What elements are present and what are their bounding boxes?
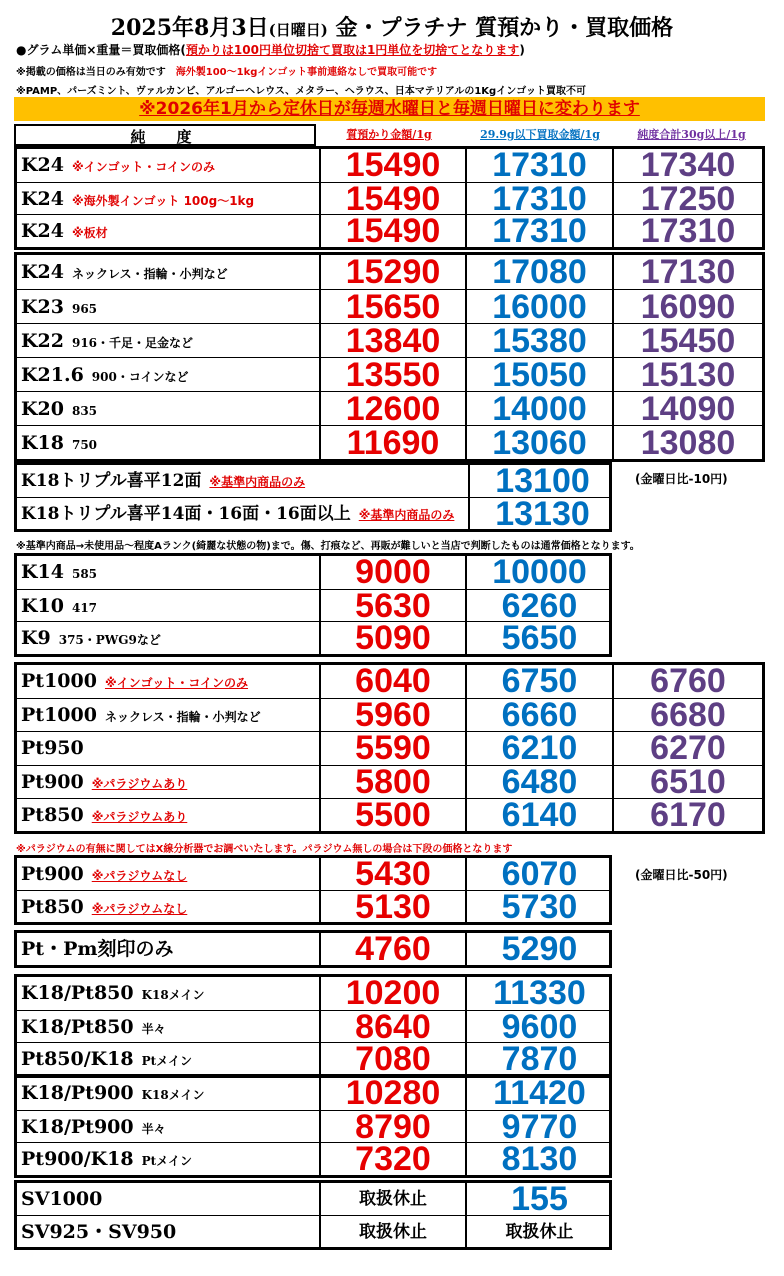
deposit-price: 15290 bbox=[319, 255, 465, 289]
item-name bbox=[17, 858, 319, 890]
item-name-text: Pt900 bbox=[21, 770, 84, 793]
item-name bbox=[17, 392, 319, 426]
price-row bbox=[17, 762, 762, 801]
item-name bbox=[17, 498, 465, 530]
brands-note: ※PAMP、パーズミント、ヴァルカンビ、アルゴーヘレウス、メタラー、ヘラウス、日本マテリアルの1Kgインゴット買取不可 bbox=[16, 86, 587, 97]
price-row bbox=[17, 357, 762, 392]
item-name-text: K24 bbox=[21, 154, 64, 176]
deposit-price: 5590 bbox=[319, 732, 465, 765]
deposit-price: 8640 bbox=[319, 1011, 465, 1044]
item-name bbox=[17, 1111, 319, 1144]
price-section-sec4 bbox=[14, 662, 765, 834]
price-section-sec1 bbox=[14, 146, 765, 250]
formula-text: ●グラム単価×重量＝買取価格( bbox=[16, 43, 186, 57]
item-name-text: K23 bbox=[21, 296, 64, 318]
item-name bbox=[17, 465, 465, 497]
deposit-price: 6040 bbox=[319, 665, 465, 698]
formula-red-text: 預かりは100円単位切捨て買取は1円単位を切捨てとなります bbox=[185, 43, 520, 57]
item-name-text: K18トリプル喜平14面・16面・16面以上 bbox=[21, 504, 351, 524]
price-row bbox=[17, 1107, 609, 1146]
price-row bbox=[17, 425, 762, 460]
item-note-text: ※基準内商品のみ bbox=[358, 508, 455, 522]
buy-price: 17310 bbox=[465, 149, 612, 182]
item-name bbox=[17, 1077, 319, 1110]
buy-price: 155 bbox=[465, 1183, 612, 1215]
price-row bbox=[17, 323, 762, 358]
buy-price: 17080 bbox=[465, 255, 612, 289]
price-row bbox=[17, 1007, 609, 1046]
buy-price: 8130 bbox=[465, 1143, 612, 1176]
buy-price: 13100 bbox=[468, 465, 615, 497]
condition-note: ※基準内商品→未使用品～程度Aランク(綺麗な状態の物)まで。傷、打痕など、再販が難しいと当店で判断したものは通常価格となります。 bbox=[16, 541, 640, 552]
item-sub-text: 417 bbox=[71, 600, 98, 615]
item-name bbox=[17, 766, 319, 799]
item-name-text: Pt850 bbox=[21, 803, 84, 826]
title-text: 金・プラチナ 質預かり・買取価格 bbox=[327, 15, 674, 41]
item-name bbox=[17, 699, 319, 732]
price-row bbox=[17, 255, 762, 289]
item-name-text: K24 bbox=[21, 220, 64, 243]
deposit-price: 4760 bbox=[319, 933, 465, 965]
deposit-price: 9000 bbox=[319, 556, 465, 589]
item-sub-text: 750 bbox=[71, 438, 98, 452]
item-sub-text: K18メイン bbox=[141, 988, 205, 1002]
page-title bbox=[0, 14, 784, 44]
buy-price: 16000 bbox=[465, 290, 612, 324]
price-section-triple bbox=[14, 462, 612, 532]
item-name-text: K9 bbox=[21, 627, 51, 650]
deposit-price: 5630 bbox=[319, 590, 465, 623]
price-row bbox=[17, 930, 609, 968]
header-deposit: 質預かり金額/1g bbox=[346, 128, 432, 141]
item-name bbox=[17, 799, 319, 832]
pure-price: 17310 bbox=[612, 215, 762, 248]
price-section-sec9 bbox=[14, 1180, 612, 1250]
item-name-text: K18/Pt900 bbox=[21, 1082, 134, 1104]
holiday-banner: ※2026年1月から定休日が毎週水曜日と毎週日曜日に変わります bbox=[14, 97, 765, 121]
buy-price: 5290 bbox=[465, 933, 612, 965]
item-name-text: K18/Pt900 bbox=[21, 1115, 134, 1138]
buy-price: 13060 bbox=[465, 426, 612, 460]
item-note-text: ※基準内商品のみ bbox=[209, 475, 306, 489]
item-name-text: K18/Pt850 bbox=[21, 1015, 134, 1038]
valid-text: ※掲載の価格は当日のみ有効です bbox=[16, 67, 166, 78]
price-row bbox=[17, 1074, 609, 1112]
item-name-text: K22 bbox=[21, 330, 64, 352]
pure-price: 17130 bbox=[612, 255, 762, 289]
item-sub-text: ネックレス・指輪・小判など bbox=[71, 267, 228, 281]
price-row bbox=[17, 289, 762, 324]
item-name bbox=[17, 183, 319, 216]
deposit-price: 10280 bbox=[319, 1077, 465, 1110]
item-note-text: ※インゴット・コインのみ bbox=[104, 676, 249, 690]
item-name bbox=[17, 290, 319, 324]
formula-note bbox=[16, 41, 525, 58]
item-name bbox=[17, 1011, 319, 1044]
item-name-text: Pt850/K18 bbox=[21, 1048, 134, 1071]
buy-price: 11330 bbox=[465, 977, 612, 1010]
buy-price: 取扱休止 bbox=[465, 1216, 612, 1248]
price-row bbox=[17, 662, 762, 700]
price-row bbox=[17, 1140, 609, 1179]
item-name-text: K24 bbox=[21, 261, 64, 283]
deposit-price: 5800 bbox=[319, 766, 465, 799]
item-name-text: Pt950 bbox=[21, 737, 84, 760]
item-name bbox=[17, 215, 319, 248]
item-name bbox=[17, 732, 319, 765]
pure-price: 15450 bbox=[612, 324, 762, 358]
item-sub-text: 半々 bbox=[141, 1021, 166, 1036]
item-name-text: K10 bbox=[21, 594, 64, 617]
item-name bbox=[17, 149, 319, 182]
pt-change-note: (金曜日比-50円) bbox=[635, 868, 728, 882]
price-row bbox=[17, 855, 609, 893]
header-purity: 純 度 bbox=[14, 124, 316, 146]
item-note-text: ※板材 bbox=[71, 226, 108, 241]
item-name-text: K14 bbox=[21, 561, 64, 583]
item-sub-text: ネックレス・指輪・小判など bbox=[104, 710, 261, 725]
deposit-price: 10200 bbox=[319, 977, 465, 1010]
item-name bbox=[17, 1183, 319, 1215]
buy-price: 10000 bbox=[465, 556, 612, 589]
item-name-text: K18/Pt850 bbox=[21, 982, 134, 1004]
buy-price: 14000 bbox=[465, 392, 612, 426]
item-name-text: SV925・SV950 bbox=[21, 1221, 177, 1243]
item-name bbox=[17, 1043, 319, 1076]
item-sub-text: 900・コインなど bbox=[91, 370, 189, 384]
price-section-sec3 bbox=[14, 553, 612, 657]
buy-price: 17310 bbox=[465, 183, 612, 216]
item-name bbox=[17, 1143, 319, 1176]
valid-note bbox=[16, 63, 437, 78]
title-date: 2025年8月3日 bbox=[110, 15, 269, 41]
deposit-price: 7080 bbox=[319, 1043, 465, 1076]
item-name bbox=[17, 665, 319, 698]
buy-price: 6480 bbox=[465, 766, 612, 799]
buy-price: 15050 bbox=[465, 358, 612, 392]
pure-price: 17250 bbox=[612, 183, 762, 216]
item-sub-text: 965 bbox=[71, 302, 98, 316]
item-note-text: ※パラジウムあり bbox=[91, 809, 188, 824]
item-name-text: Pt900/K18 bbox=[21, 1148, 134, 1171]
deposit-price: 12600 bbox=[319, 392, 465, 426]
pure-price: 6760 bbox=[612, 665, 762, 698]
deposit-price: 取扱休止 bbox=[319, 1216, 465, 1248]
deposit-price: 取扱休止 bbox=[319, 1183, 465, 1215]
price-row bbox=[17, 1040, 609, 1079]
price-row bbox=[17, 146, 762, 184]
buy-price: 5730 bbox=[465, 891, 612, 923]
item-name-text: K18トリプル喜平12面 bbox=[21, 471, 202, 491]
deposit-price: 15490 bbox=[319, 183, 465, 216]
price-row bbox=[17, 696, 762, 735]
item-note-text: ※インゴット・コインのみ bbox=[71, 160, 216, 174]
price-section-sec7 bbox=[14, 974, 612, 1078]
item-sub-text: Ptメイン bbox=[141, 1054, 192, 1069]
gold-change-note: (金曜日比-10円) bbox=[635, 472, 728, 486]
price-row bbox=[17, 495, 609, 533]
deposit-price: 7320 bbox=[319, 1143, 465, 1176]
item-sub-text: Ptメイン bbox=[141, 1154, 192, 1169]
item-note-text: ※海外製インゴット 100g～1kg bbox=[71, 193, 255, 208]
item-name bbox=[17, 622, 319, 655]
item-name-text: Pt1000 bbox=[21, 670, 97, 692]
price-section-sec5 bbox=[14, 855, 612, 925]
buy-price: 9600 bbox=[465, 1011, 612, 1044]
item-name-text: Pt1000 bbox=[21, 704, 97, 727]
table-header bbox=[14, 124, 765, 146]
item-sub-text: 835 bbox=[71, 404, 98, 418]
buy-price: 7870 bbox=[465, 1043, 612, 1076]
item-name-text: K24 bbox=[21, 187, 64, 210]
header-pure-buy: 純度合計30g以上/1g bbox=[637, 128, 746, 141]
item-name-text: K20 bbox=[21, 398, 64, 420]
buy-price: 9770 bbox=[465, 1111, 612, 1144]
item-name-text: K18 bbox=[21, 432, 64, 454]
item-name-text: Pt900 bbox=[21, 863, 84, 885]
item-name bbox=[17, 933, 319, 965]
item-name bbox=[17, 255, 319, 289]
buy-price: 6140 bbox=[465, 799, 612, 832]
header-buy: 29.9g以下買取金額/1g bbox=[480, 128, 600, 141]
item-note-text: ※パラジウムあり bbox=[91, 776, 188, 791]
item-name-text: SV1000 bbox=[21, 1188, 103, 1210]
item-name bbox=[17, 426, 319, 460]
item-name bbox=[17, 891, 319, 923]
price-section-sec8 bbox=[14, 1074, 612, 1178]
deposit-price: 5130 bbox=[319, 891, 465, 923]
item-sub-text: 半々 bbox=[141, 1121, 166, 1136]
item-name-text: K21.6 bbox=[21, 364, 84, 386]
item-name-text: Pt850 bbox=[21, 896, 84, 918]
buy-price: 13130 bbox=[468, 498, 615, 530]
price-section-sec6 bbox=[14, 930, 612, 968]
deposit-price: 8790 bbox=[319, 1111, 465, 1144]
buy-price: 6210 bbox=[465, 732, 612, 765]
price-row bbox=[17, 729, 762, 768]
price-row bbox=[17, 212, 762, 251]
price-row bbox=[17, 1215, 609, 1248]
item-note-text: ※パラジウムなし bbox=[91, 902, 188, 916]
pure-price: 15130 bbox=[612, 358, 762, 392]
price-row bbox=[17, 553, 609, 591]
pure-price: 13080 bbox=[612, 426, 762, 460]
deposit-price: 5430 bbox=[319, 858, 465, 890]
buy-price: 6660 bbox=[465, 699, 612, 732]
buy-price: 15380 bbox=[465, 324, 612, 358]
price-row bbox=[17, 391, 762, 426]
pure-price: 14090 bbox=[612, 392, 762, 426]
deposit-price: 5500 bbox=[319, 799, 465, 832]
item-name-text: Pt・Pm刻印のみ bbox=[21, 938, 174, 960]
price-row bbox=[17, 974, 609, 1012]
deposit-price: 13840 bbox=[319, 324, 465, 358]
buy-price: 6750 bbox=[465, 665, 612, 698]
buy-price: 6260 bbox=[465, 590, 612, 623]
pure-price: 6510 bbox=[612, 766, 762, 799]
deposit-price: 5960 bbox=[319, 699, 465, 732]
item-sub-text: 375・PWG9など bbox=[58, 633, 161, 648]
deposit-price: 15490 bbox=[319, 215, 465, 248]
item-sub-text: 916・千足・足金など bbox=[71, 336, 194, 350]
palladium-note: ※パラジウムの有無に関してはX線分析器でお調べいたします。パラジウム無しの場合は下段の価格となります bbox=[16, 844, 513, 855]
buy-price: 5650 bbox=[465, 622, 612, 655]
deposit-price: 5090 bbox=[319, 622, 465, 655]
price-row bbox=[17, 795, 762, 834]
deposit-price: 11690 bbox=[319, 426, 465, 460]
item-name bbox=[17, 590, 319, 623]
deposit-price: 15650 bbox=[319, 290, 465, 324]
item-sub-text: K18メイン bbox=[141, 1088, 205, 1102]
price-row bbox=[17, 619, 609, 658]
price-row bbox=[17, 462, 609, 500]
item-name bbox=[17, 358, 319, 392]
pure-price: 6170 bbox=[612, 799, 762, 832]
price-row bbox=[17, 1180, 609, 1218]
formula-end: ) bbox=[519, 43, 525, 57]
buy-price: 6070 bbox=[465, 858, 612, 890]
item-note-text: ※パラジウムなし bbox=[91, 869, 188, 883]
title-day: (日曜日) bbox=[268, 21, 328, 39]
item-name bbox=[17, 324, 319, 358]
item-name bbox=[17, 977, 319, 1010]
pure-price: 17340 bbox=[612, 149, 762, 182]
pure-price: 6680 bbox=[612, 699, 762, 732]
pure-price: 16090 bbox=[612, 290, 762, 324]
pure-price: 6270 bbox=[612, 732, 762, 765]
deposit-price: 13550 bbox=[319, 358, 465, 392]
buy-price: 17310 bbox=[465, 215, 612, 248]
price-row bbox=[17, 586, 609, 625]
buy-price: 11420 bbox=[465, 1077, 612, 1110]
deposit-price: 15490 bbox=[319, 149, 465, 182]
price-section-sec2 bbox=[14, 252, 765, 462]
valid-red-text: 海外製100～1kgインゴット事前連絡なしで買取可能です bbox=[175, 67, 438, 78]
item-sub-text: 585 bbox=[71, 567, 98, 581]
item-name bbox=[17, 1216, 319, 1248]
price-row bbox=[17, 888, 609, 926]
item-name bbox=[17, 556, 319, 589]
price-row bbox=[17, 179, 762, 218]
